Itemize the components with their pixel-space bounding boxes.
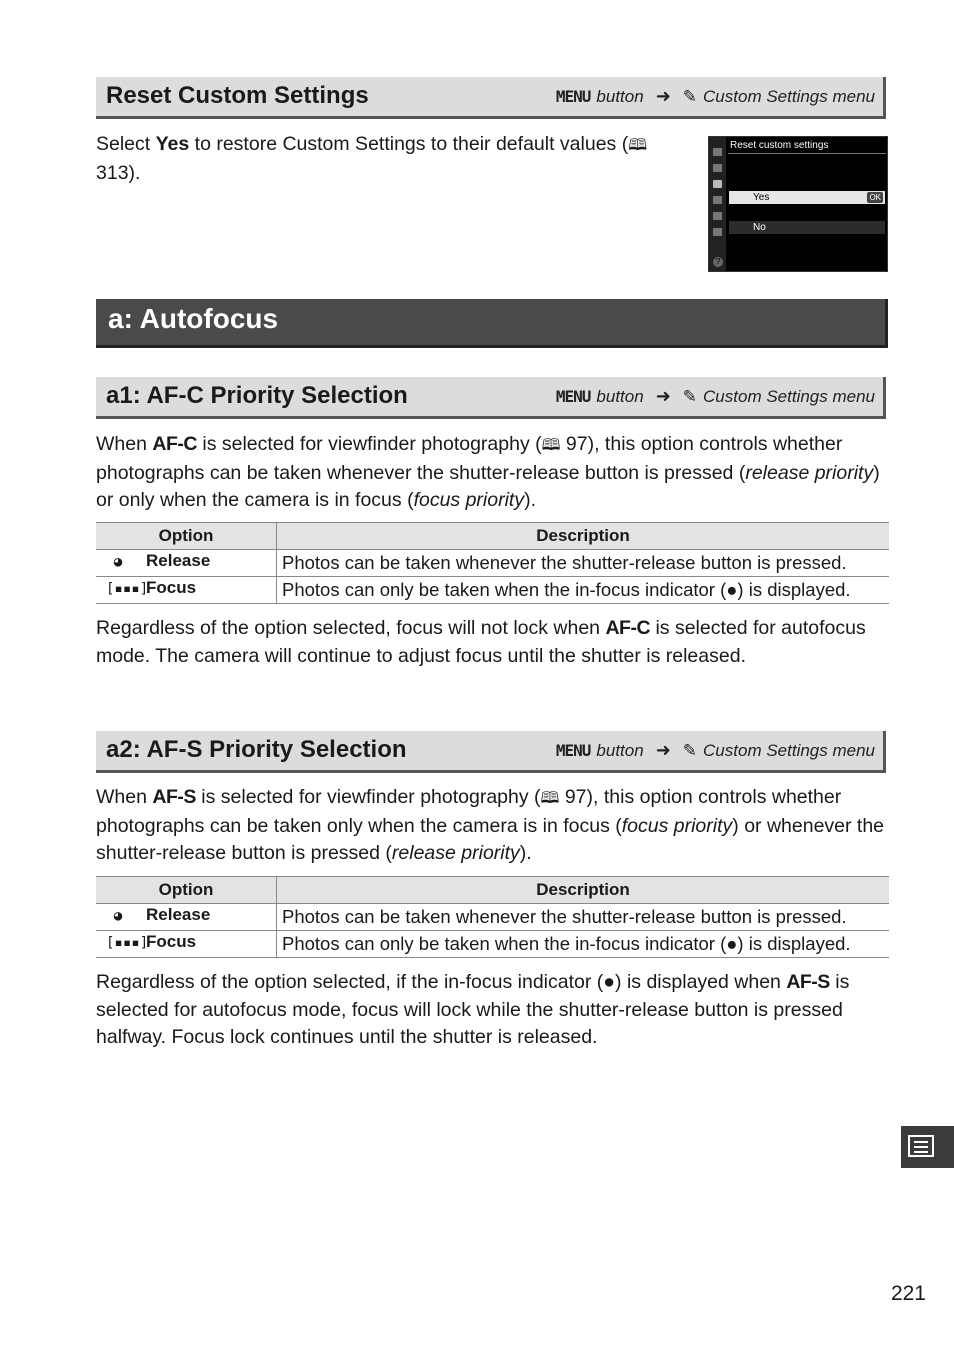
text: 97), this option controls whether photographs can be taken only when the camera is in focus ( bbox=[96, 786, 842, 837]
table-header-row bbox=[96, 523, 889, 550]
table-row bbox=[96, 577, 889, 604]
release-priority-icon: ◕ bbox=[113, 908, 123, 924]
release-priority-icon: ◕ bbox=[113, 554, 123, 570]
arrow-right-icon: ➜ bbox=[655, 86, 671, 106]
menu-path bbox=[556, 386, 875, 407]
book-ref-icon: 🕮 bbox=[628, 137, 648, 154]
table-row bbox=[96, 931, 889, 958]
section-title: a2: AF-S Priority Selection bbox=[106, 736, 407, 763]
menu-key-label: MENU bbox=[555, 741, 591, 760]
text: is selected for autofocus mode. The camera will continue to adjust focus until the shutter is released. bbox=[96, 617, 866, 667]
table-row bbox=[96, 904, 889, 931]
key-term: AF-S bbox=[786, 971, 830, 993]
option-cell bbox=[96, 904, 277, 931]
option-label: Yes bbox=[753, 192, 770, 203]
menu-name: Custom Settings menu bbox=[703, 86, 875, 106]
menu-key-label: MENU bbox=[555, 387, 591, 406]
key-term: Yes bbox=[155, 133, 190, 155]
reset-description bbox=[96, 131, 676, 187]
section-title: Reset Custom Settings bbox=[106, 82, 369, 109]
chapter-title: a: Autofocus bbox=[108, 303, 279, 334]
option-label: Focus bbox=[146, 578, 197, 597]
text: 97), this option controls whether photographs can be taken whenever the shutter-release button is pressed ( bbox=[96, 433, 843, 484]
pencil-icon: ✎ bbox=[682, 740, 698, 760]
screen-divider bbox=[728, 153, 886, 154]
a1-note bbox=[96, 615, 888, 670]
menu-name: Custom Settings menu bbox=[703, 740, 875, 760]
option-label: No bbox=[753, 222, 766, 233]
option-cell bbox=[96, 550, 277, 577]
section-tab bbox=[901, 1126, 954, 1168]
description-cell: Photos can be taken whenever the shutter-release button is pressed. bbox=[277, 550, 890, 577]
screen-sidebar bbox=[709, 137, 726, 271]
button-word: button bbox=[596, 386, 644, 406]
book-ref-icon: 🕮 bbox=[540, 790, 560, 807]
ok-badge: OK bbox=[869, 193, 881, 202]
focus-priority-icon: [▪▪▪] bbox=[106, 581, 149, 597]
pencil-icon: ✎ bbox=[682, 386, 698, 406]
menu-key-label: MENU bbox=[555, 87, 591, 106]
screen-title: Reset custom settings bbox=[730, 140, 829, 151]
arrow-right-icon: ➜ bbox=[655, 386, 671, 406]
pencil-icon bbox=[713, 180, 722, 188]
my-menu-icon bbox=[713, 228, 722, 236]
text: Select bbox=[96, 133, 156, 155]
retouch-icon bbox=[713, 212, 722, 220]
a2-header bbox=[96, 731, 886, 773]
text: ). bbox=[519, 842, 532, 864]
column-header-description: Description bbox=[277, 523, 890, 550]
text: to restore Custom Settings to their default values ( bbox=[189, 133, 629, 155]
menu-name: Custom Settings menu bbox=[703, 386, 875, 406]
a2-options-table bbox=[96, 876, 889, 958]
a2-note bbox=[96, 969, 888, 1052]
key-term: AF-S bbox=[152, 786, 196, 808]
menu-path bbox=[556, 740, 875, 761]
wrench-icon bbox=[713, 196, 722, 204]
option-cell bbox=[96, 931, 277, 958]
emphasis: release priority bbox=[391, 842, 520, 864]
option-label: Release bbox=[146, 551, 211, 570]
text: is selected for autofocus mode, focus will lock while the shutter-release button is pressed halfway. Focus lock continues until the shutter is released. bbox=[96, 971, 850, 1048]
button-word: button bbox=[596, 740, 644, 760]
text: When bbox=[96, 786, 153, 808]
book-ref-icon: 🕮 bbox=[541, 437, 561, 454]
column-header-option: Option bbox=[96, 523, 277, 550]
section-title: a1: AF-C Priority Selection bbox=[106, 382, 408, 409]
button-word: button bbox=[596, 86, 644, 106]
table-row bbox=[96, 550, 889, 577]
option-cell bbox=[96, 577, 277, 604]
menu-path bbox=[556, 86, 875, 107]
arrow-right-icon: ➜ bbox=[655, 740, 671, 760]
pencil-icon: ✎ bbox=[682, 86, 698, 106]
description-cell: Photos can be taken whenever the shutter-release button is pressed. bbox=[277, 904, 890, 931]
text: Regardless of the option selected, focus will not lock when bbox=[96, 617, 606, 639]
a1-header bbox=[96, 377, 886, 419]
text: When bbox=[96, 433, 153, 455]
reset-custom-settings-header bbox=[96, 77, 886, 119]
table-header-row bbox=[96, 877, 889, 904]
option-label: Focus bbox=[146, 932, 197, 951]
key-term: AF-C bbox=[152, 433, 197, 455]
description-cell: Photos can only be taken when the in-focus indicator (●) is displayed. bbox=[277, 577, 890, 604]
emphasis: focus priority bbox=[621, 814, 733, 837]
screen-option-no bbox=[729, 221, 885, 234]
camera-screen bbox=[708, 136, 888, 272]
page-ref: 313). bbox=[96, 161, 141, 184]
text: is selected for viewfinder photography ( bbox=[196, 433, 542, 455]
camera-icon bbox=[713, 164, 722, 172]
column-header-option: Option bbox=[96, 877, 277, 904]
menu-list-icon bbox=[908, 1135, 934, 1157]
column-header-description: Description bbox=[277, 877, 890, 904]
emphasis: release priority bbox=[745, 461, 874, 484]
text: Regardless of the option selected, if the in-focus indicator (●) is displayed when bbox=[96, 971, 787, 993]
text: ) or only when the camera is in focus ( bbox=[96, 461, 880, 511]
key-term: AF-C bbox=[605, 617, 651, 639]
autofocus-chapter-header bbox=[96, 299, 888, 348]
help-icon: ? bbox=[713, 257, 723, 267]
a1-intro bbox=[96, 431, 888, 515]
page-number: 221 bbox=[890, 1282, 926, 1305]
text: is selected for viewfinder photography ( bbox=[195, 786, 541, 808]
a1-options-table bbox=[96, 522, 889, 604]
description-cell: Photos can only be taken when the in-focus indicator (●) is displayed. bbox=[277, 931, 890, 958]
text: ) or whenever the shutter-release button is pressed ( bbox=[96, 814, 885, 864]
playback-icon bbox=[713, 148, 722, 156]
text: ). bbox=[524, 489, 537, 511]
option-label: Release bbox=[146, 905, 211, 924]
a2-intro bbox=[96, 784, 888, 868]
focus-priority-icon: [▪▪▪] bbox=[106, 935, 149, 951]
screen-option-yes bbox=[729, 191, 885, 204]
emphasis: focus priority bbox=[413, 489, 525, 511]
